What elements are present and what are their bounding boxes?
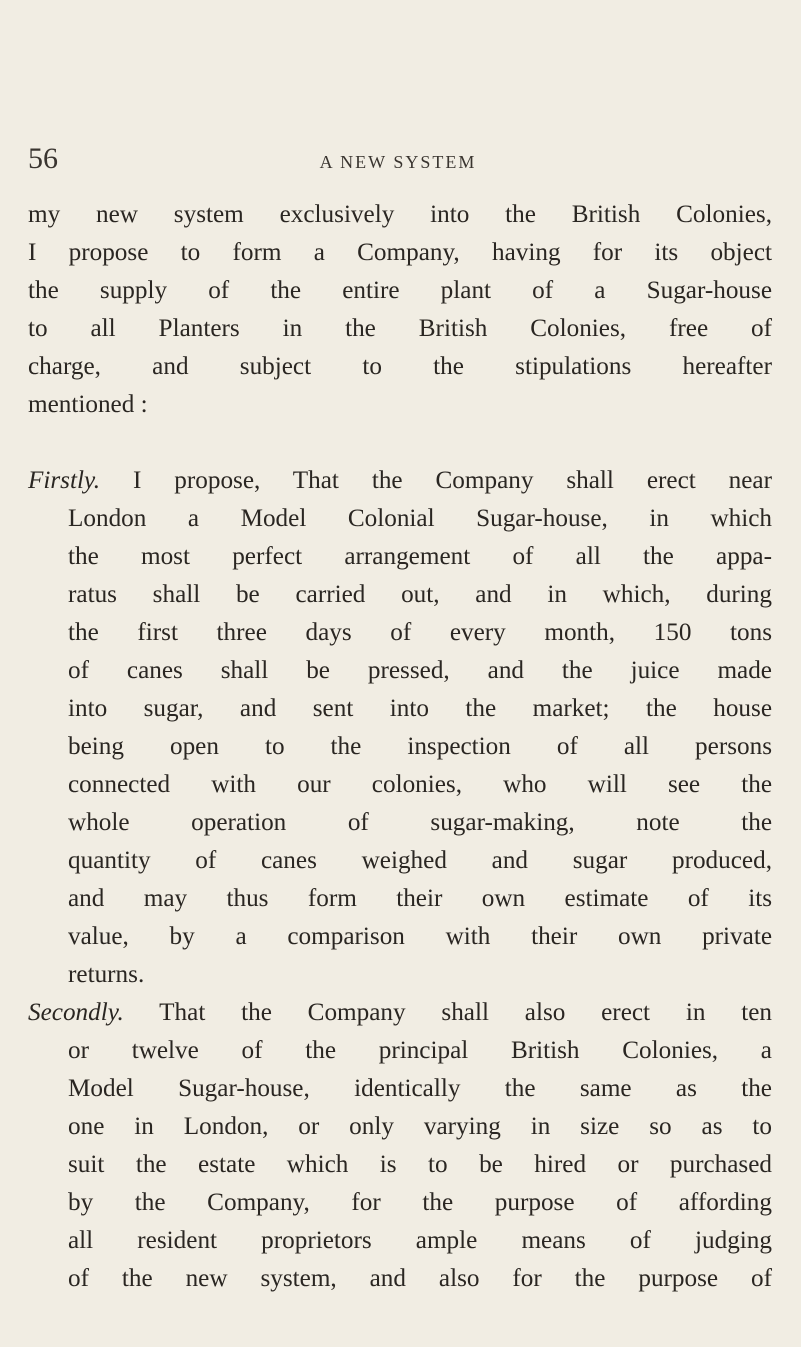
text-line: of canes shall be pressed, and the juice made: [68, 657, 772, 684]
text-line: one in London, or only varying in size so as to: [68, 1113, 772, 1140]
text-line: being open to the inspection of all persons: [68, 733, 772, 760]
firstly-first-line: I propose, That the Company shall erect near: [100, 467, 772, 494]
page-number: 56: [28, 142, 58, 175]
text-line: ratus shall be carried out, and in which, during: [68, 581, 772, 608]
text-line: into sugar, and sent into the market; the house: [68, 695, 772, 722]
text-line: by the Company, for the purpose of affording: [68, 1189, 772, 1216]
text-line: value, by a comparison with their own private: [68, 923, 772, 950]
text-line: my new system exclusively into the British Colonies,: [28, 201, 772, 228]
paragraph-secondly: [28, 994, 772, 1298]
paragraph-firstly: [28, 462, 772, 994]
text-line: [28, 462, 772, 500]
text-line: quantity of canes weighed and sugar produced,: [68, 847, 772, 874]
text-line: Model Sugar-house, identically the same as the: [68, 1075, 772, 1102]
text-line: charge, and subject to the stipulations hereafter: [28, 353, 772, 380]
text-line: to all Planters in the British Colonies, free of: [28, 315, 772, 342]
text-line: all resident proprietors ample means of judging: [68, 1227, 772, 1254]
text-line: of the new system, and also for the purpose of: [68, 1265, 772, 1292]
text-line: mentioned :: [28, 391, 148, 418]
text-line: the supply of the entire plant of a Sugar-house: [28, 277, 772, 304]
secondly-lead: Secondly.: [28, 999, 124, 1026]
body-text: [28, 196, 772, 1298]
text-line: returns.: [68, 961, 145, 988]
text-line: whole operation of sugar-making, note the: [68, 809, 772, 836]
text-line: [28, 994, 772, 1032]
secondly-first-line: That the Company shall also erect in ten: [123, 999, 772, 1026]
firstly-lead: Firstly.: [28, 467, 101, 494]
text-line: the most perfect arrangement of all the appa-: [68, 543, 772, 570]
running-head: A NEW SYSTEM: [319, 152, 477, 172]
text-line: connected with our colonies, who will see the: [68, 771, 772, 798]
text-line: or twelve of the principal British Colonies, a: [68, 1037, 772, 1064]
text-line: and may thus form their own estimate of its: [68, 885, 772, 912]
text-line: suit the estate which is to be hired or purchased: [68, 1151, 772, 1178]
paragraph-intro: [28, 196, 772, 424]
text-line: the first three days of every month, 150 tons: [68, 619, 772, 646]
text-line: I propose to form a Company, having for its object: [28, 239, 772, 266]
text-line: London a Model Colonial Sugar-house, in which: [68, 505, 772, 532]
page-header: [28, 142, 768, 182]
